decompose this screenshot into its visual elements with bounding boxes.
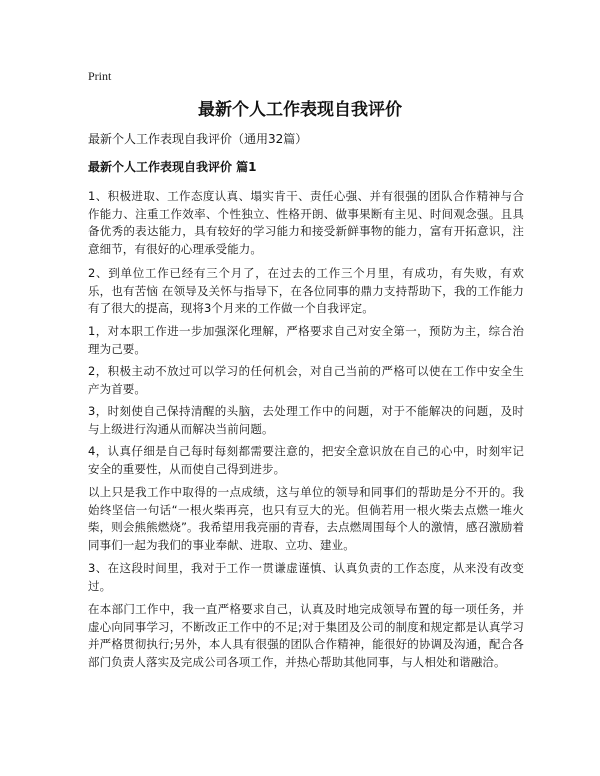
paragraph: 4，认真仔细是自己每时每刻都需要注意的，把安全意识放在自己的心中，时刻牢记安全的重要性，从而使自己得到进步。: [88, 444, 524, 476]
paragraph: 在本部门工作中，我一直严格要求自己，认真及时地完成领导布置的每一项任务，并虚心向同事学习，不断改正工作中的不足;对于集团及公司的制度和规定都是认真学习并严格贯彻执行;另外，本人具有很强的团队合作精神，能很好的协调及沟通，配合各部门负责人落实及完成公司各项工作，并热心帮助其他同事，与人相处和谐融洽。: [88, 602, 524, 669]
paragraph: 以上只是我工作中取得的一点成绩，这与单位的领导和同事们的帮助是分不开的。我始终坚信一句话“一根火柴再亮，也只有豆大的光。但倘若用一根火柴去点燃一堆火柴，则会熊熊燃烧”。我希望用我亮丽的青春，去点燃周围每个人的激情，感召激励着同事们一起为我们的事业奉献、进取、立功、建业。: [88, 485, 524, 552]
paragraph: 2，积极主动不放过可以学习的任何机会，对自己当前的严格可以使在工作中安全生产为首要。: [88, 364, 524, 396]
paragraph: 3，时刻使自己保持清醒的头脑，去处理工作中的问题，对于不能解决的问题，及时与上级进行沟通从而解决当前问题。: [88, 404, 524, 436]
document-subtitle: 最新个人工作表现自我评价（通用32篇）: [88, 132, 308, 146]
page-title: 最新个人工作表现自我评价: [198, 100, 402, 120]
paragraph: 1，对本职工作进一步加强深化理解，严格要求自己对安全第一，预防为主，综合治理为己要。: [88, 324, 524, 356]
section-heading: 最新个人工作表现自我评价 篇1: [88, 160, 257, 174]
paragraph: 3、在这段时间里，我对于工作一贯谦虚谨慎、认真负责的工作态度，从来没有改变过。: [88, 561, 524, 593]
paragraph: 1、积极进取、工作态度认真、塌实肯干、责任心强、并有很强的团队合作精神与合作能力、注重工作效率、个性独立、性格开朗、做事果断有主见、时间观念强。且具备优秀的表达能力，具有较好的学习能力和接受新鲜事物的能力，富有开拓意识，注意细节，有很好的心理承受能力。: [88, 189, 524, 256]
paragraph: 2、到单位工作已经有三个月了，在过去的工作三个月里，有成功，有失败，有欢乐，也有苦恼 在领导及关怀与指导下，在各位同事的鼎力支持帮助下，我的工作能力有了很大的提高，现将3个月来的工作做一个自我评定。: [88, 266, 524, 315]
print-label[interactable]: Print: [88, 69, 112, 83]
